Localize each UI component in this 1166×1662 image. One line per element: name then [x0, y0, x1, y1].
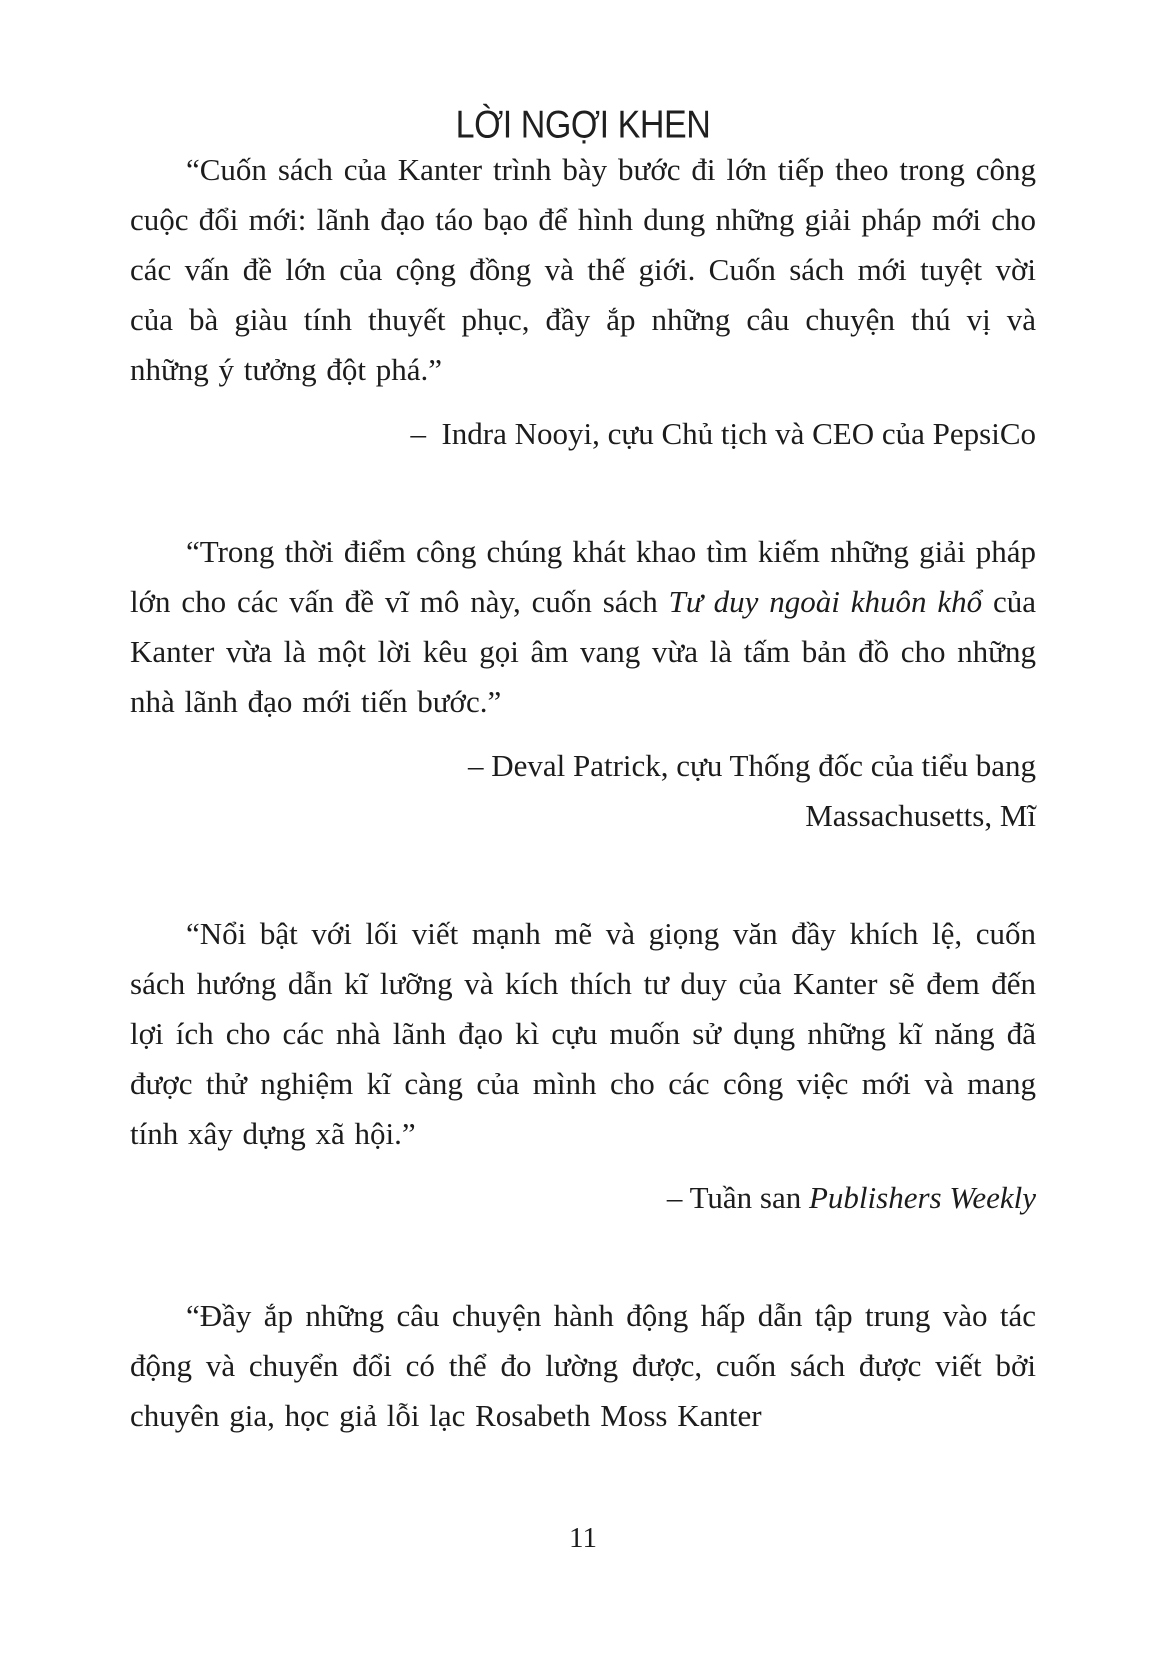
quote-block-1: [130, 145, 1036, 459]
quote-text-3: “Nổi bật với lối viết mạnh mẽ và giọng văn đầy khích lệ, cuốn sách hướng dẫn kĩ lưỡng và kích thích tư duy của Kanter sẽ đem đến lợi ích cho các nhà lãnh đạo kì cựu muốn sử dụng những kĩ năng đã được thử nghiệm kĩ càng của mình cho các công việc mới và mang tính xây dựng xã hội.”: [130, 916, 1036, 1151]
attribution-3-publication-italic: Publishers Weekly: [809, 1180, 1036, 1215]
attribution-2-line-1: – Deval Patrick, cựu Thống đốc của tiểu bang: [467, 748, 1036, 783]
page-title: LỜI NGỢI KHEN: [455, 103, 711, 146]
quote-text-2: [130, 527, 1036, 727]
quote-text-1: “Cuốn sách của Kanter trình bày bước đi lớn tiếp theo trong công cuộc đổi mới: lãnh đạo táo bạo để hình dung những giải pháp mới cho các vấn đề lớn của cộng đồng và thế giới. Cuốn sách mới tuyệt vời của bà giàu tính thuyết phục, đầy ắp những câu chuyện thú vị và những ý tưởng đột phá.”: [130, 152, 1036, 387]
quote-attribution-2: [130, 741, 1036, 841]
quote-text-4: “Đầy ắp những câu chuyện hành động hấp dẫn tập trung vào tác động và chuyển đổi có thể đo lường được, cuốn sách được viết bởi chuyên gia, học giả lỗi lạc Rosabeth Moss Kanter: [130, 1298, 1036, 1433]
attribution-3-prefix: – Tuần san: [666, 1180, 809, 1215]
page-number: 11: [569, 1522, 597, 1554]
quote-block-4: [130, 1291, 1036, 1441]
book-title-italic: Tư duy ngoài khuôn khổ: [668, 584, 983, 619]
quote-2-segment-before: “Trong thời điểm công chúng khát khao tìm kiếm những giải pháp lớn cho các vấn đề vĩ mô này, cuốn sách: [130, 534, 1036, 619]
quote-block-3: [130, 909, 1036, 1223]
quote-attribution-3: [130, 1173, 1036, 1223]
quote-block-2: [130, 527, 1036, 841]
quote-2-segment-after: của Kanter vừa là một lời kêu gọi âm vang vừa là tấm bản đồ cho những nhà lãnh đạo mới tiến bước.”: [130, 584, 1036, 719]
attribution-2-line-2: Massachusetts, Mĩ: [805, 798, 1036, 833]
quote-attribution-1: – Indra Nooyi, cựu Chủ tịch và CEO của PepsiCo: [410, 416, 1036, 451]
